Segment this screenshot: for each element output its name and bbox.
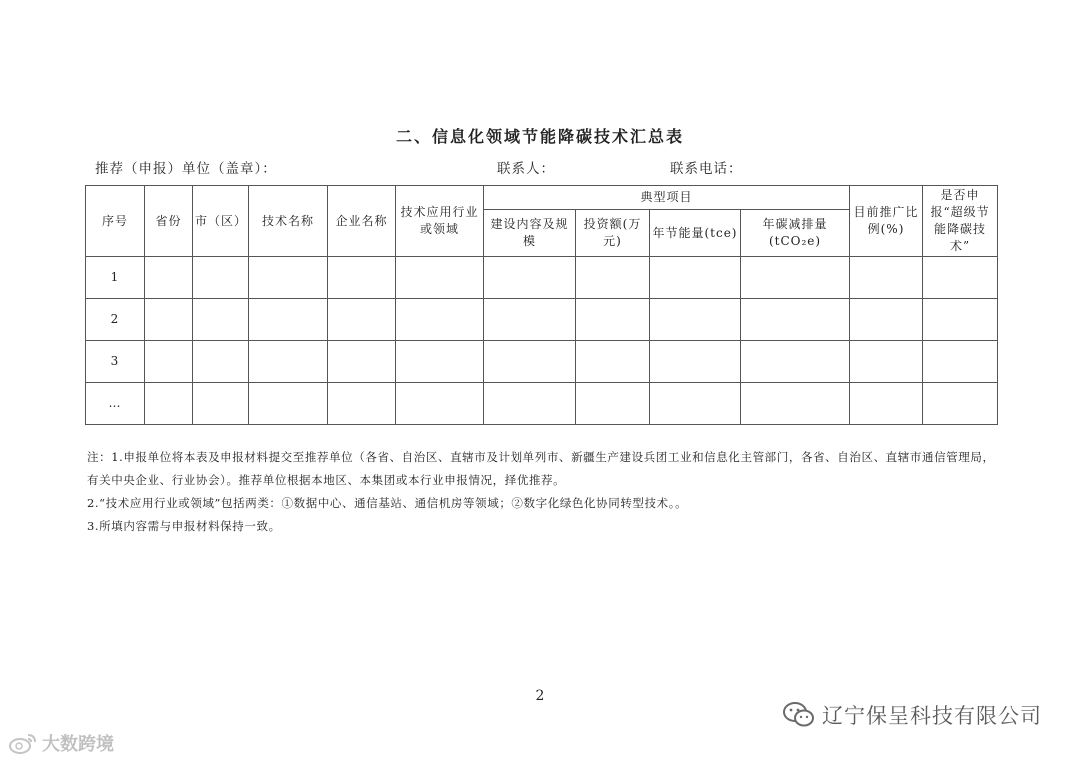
- empty-cell: [923, 341, 998, 383]
- row-seq-cell: 3: [86, 341, 145, 383]
- phone-label: 联系电话：: [670, 161, 743, 177]
- empty-cell: [145, 341, 193, 383]
- empty-cell: [741, 299, 850, 341]
- row-seq-cell: 2: [86, 299, 145, 341]
- empty-cell: [396, 299, 484, 341]
- empty-cell: [145, 299, 193, 341]
- header-investment: 投资额(万元): [576, 210, 650, 257]
- table-row: [86, 257, 998, 299]
- empty-cell: [145, 257, 193, 299]
- empty-cell: [650, 257, 741, 299]
- header-city: 市（区）: [193, 186, 249, 257]
- empty-cell: [923, 299, 998, 341]
- empty-cell: [576, 341, 650, 383]
- empty-cell: [923, 383, 998, 425]
- empty-cell: [145, 383, 193, 425]
- empty-cell: [328, 299, 396, 341]
- empty-cell: [484, 257, 576, 299]
- empty-cell: [249, 383, 328, 425]
- watermark-left-text: 大数跨境: [42, 734, 114, 755]
- watermark-right-text: 辽宁保呈科技有限公司: [822, 704, 1042, 728]
- empty-cell: [484, 383, 576, 425]
- empty-cell: [741, 341, 850, 383]
- empty-cell: [576, 257, 650, 299]
- unit-label: 推荐（申报）单位（盖章）：: [95, 161, 277, 177]
- page-number: 2: [535, 688, 545, 704]
- row-seq-cell: 1: [86, 257, 145, 299]
- contact-label: 联系人：: [497, 161, 555, 177]
- empty-cell: [650, 341, 741, 383]
- empty-cell: [850, 257, 923, 299]
- row-seq-cell: …: [86, 383, 145, 425]
- header-super-tech: 是否申报“超级节能降碳技术”: [923, 186, 998, 257]
- empty-cell: [850, 299, 923, 341]
- empty-cell: [650, 383, 741, 425]
- empty-cell: [484, 341, 576, 383]
- empty-cell: [396, 383, 484, 425]
- header-construction: 建设内容及规模: [484, 210, 576, 257]
- header-seq: 序号: [86, 186, 145, 257]
- header-industry: 技术应用行业或领域: [396, 186, 484, 257]
- empty-cell: [576, 383, 650, 425]
- empty-cell: [193, 341, 249, 383]
- empty-cell: [850, 341, 923, 383]
- empty-cell: [650, 299, 741, 341]
- empty-cell: [923, 257, 998, 299]
- header-province: 省份: [145, 186, 193, 257]
- empty-cell: [328, 257, 396, 299]
- empty-cell: [193, 299, 249, 341]
- watermark-right: [782, 700, 1042, 730]
- empty-cell: [249, 299, 328, 341]
- empty-cell: [193, 257, 249, 299]
- empty-cell: [328, 383, 396, 425]
- header-tech-name: 技术名称: [249, 186, 328, 257]
- empty-cell: [396, 257, 484, 299]
- empty-cell: [249, 257, 328, 299]
- table-row: [86, 299, 998, 341]
- note-1: 注：1.申报单位将本表及申报材料提交至推荐单位（各省、自治区、直辖市及计划单列市、新疆生产建设兵团工业和信息化主管部门，各省、自治区、直辖市通信管理局，有关中央企业、行业协会）。推荐单位根据本地区、本集团或本行业申报情况，择优推荐。: [87, 450, 995, 487]
- table-row: [86, 341, 998, 383]
- empty-cell: [396, 341, 484, 383]
- weibo-icon: [8, 731, 38, 755]
- note-3: 3.所填内容需与申报材料保持一致。: [87, 519, 281, 533]
- summary-table: [85, 185, 998, 425]
- empty-cell: [576, 299, 650, 341]
- header-company: 企业名称: [328, 186, 396, 257]
- empty-cell: [741, 383, 850, 425]
- wechat-icon: [782, 701, 816, 729]
- notes: [87, 446, 999, 538]
- empty-cell: [741, 257, 850, 299]
- empty-cell: [249, 341, 328, 383]
- note-2: 2.“技术应用行业或领域”包括两类：①数据中心、通信基站、通信机房等领域；②数字化绿色化协同转型技术。。: [87, 496, 688, 510]
- header-energy-saving: 年节能量(tce): [650, 210, 741, 257]
- empty-cell: [193, 383, 249, 425]
- empty-cell: [328, 341, 396, 383]
- empty-cell: [484, 299, 576, 341]
- header-carbon-reduction: 年碳减排量(tCO₂e): [741, 210, 850, 257]
- header-typical-project: 典型项目: [484, 186, 850, 210]
- document-title: 二、信息化领域节能降碳技术汇总表: [395, 127, 684, 146]
- watermark-left: [8, 730, 114, 756]
- table-row: [86, 383, 998, 425]
- empty-cell: [850, 383, 923, 425]
- header-promotion-ratio: 目前推广比例(%): [850, 186, 923, 257]
